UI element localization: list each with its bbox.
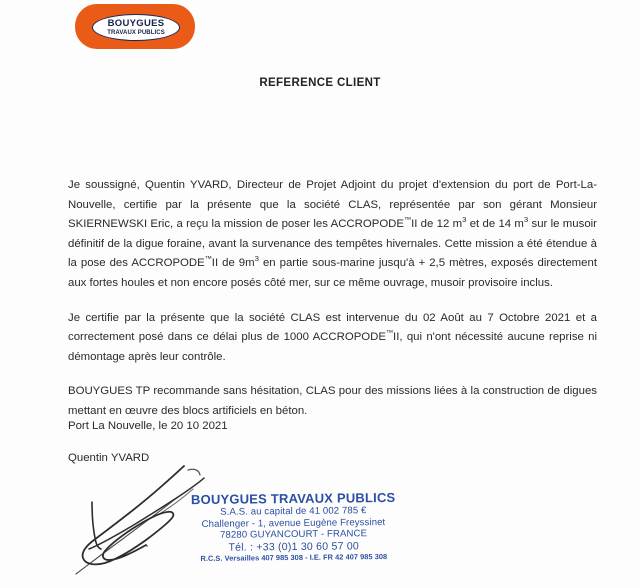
document-title: REFERENCE CLIENT (259, 77, 381, 89)
stamp-capital: S.A.S. au capital de 41 002 785 € (220, 505, 367, 518)
place-and-date: Port La Nouvelle, le 20 10 2021 (68, 420, 228, 432)
p1-text-f: en partie sous-marine jusqu'à + 2,5 mètres, exposés directement aux fortes houles et non encore posés côté mer, sur ce même ouvrage, musoir provisoire inclus. (68, 257, 597, 289)
p1-text-e: II de 9m (211, 257, 255, 270)
company-stamp (186, 491, 402, 565)
logo-text-bouygues: BOUYGUES (107, 18, 165, 30)
document-body (68, 176, 597, 422)
signatory-name: Quentin YVARD (68, 451, 150, 464)
p1-text-b: II de 12 m (411, 218, 463, 231)
p2-text-b: II, qui n'ont nécessité aucune reprise ni démontage après leur contrôle. (68, 331, 598, 363)
p2-text-a: Je certifie par la présente que la société CLAS est intervenue du 02 Août au 7 Octobre 2021 et a correctement posé dans ce délai plus de 1000 ACCROPODE (68, 311, 597, 344)
logo-text-travaux-publics: TRAVAUX PUBLICS (107, 29, 165, 36)
logo-oval-badge (92, 14, 180, 41)
paragraph-2 (68, 309, 597, 368)
stamp-phone: Tél. : +33 (0)1 30 60 57 00 (228, 540, 360, 554)
stamp-address-line-2: 78280 GUYANCOURT - FRANCE (220, 528, 368, 541)
paragraph-1 (68, 176, 597, 294)
stamp-address-line-1: Challenger - 1, avenue Eugène Freyssinet (201, 516, 386, 530)
stamp-company-name: BOUYGUES TRAVAUX PUBLICS (190, 489, 396, 508)
trademark-symbol-2: ™ (204, 256, 212, 264)
bouygues-travaux-publics-logo (75, 4, 195, 49)
p1-cube-1: 3 (462, 215, 467, 225)
p1-text-c: et de 14 m (466, 218, 524, 231)
p1-text-a: Je soussigné, Quentin YVARD, Directeur de Projet Adjoint du projet d'extension du port de Port-La-Nouvelle, certifie par la présente que la société CLAS, représentée par son gérant Monsieur SKIERNEWSKI Eric, a reçu la mission de poser les ACCROPODE (68, 179, 597, 231)
paragraph-3: BOUYGUES TP recommande sans hésitation, CLAS pour des missions liées à la construction de digues mettant en œuvre des blocs artificiels en béton. (68, 385, 597, 417)
p1-cube-3: 3 (254, 254, 259, 264)
trademark-symbol-3: ™ (386, 330, 394, 338)
p1-cube-2: 3 (523, 215, 529, 225)
trademark-symbol: ™ (404, 217, 412, 225)
p1-text-d: sur le musoir définitif de la digue foraine, avant la survenance des tempêtes hivernales. Cette mission a été étendue à la pose des ACCROPODE (68, 218, 597, 270)
stamp-rcs-number: R.C.S. Versailles 407 985 308 - I.E. FR 42 407 985 308 (200, 552, 388, 564)
